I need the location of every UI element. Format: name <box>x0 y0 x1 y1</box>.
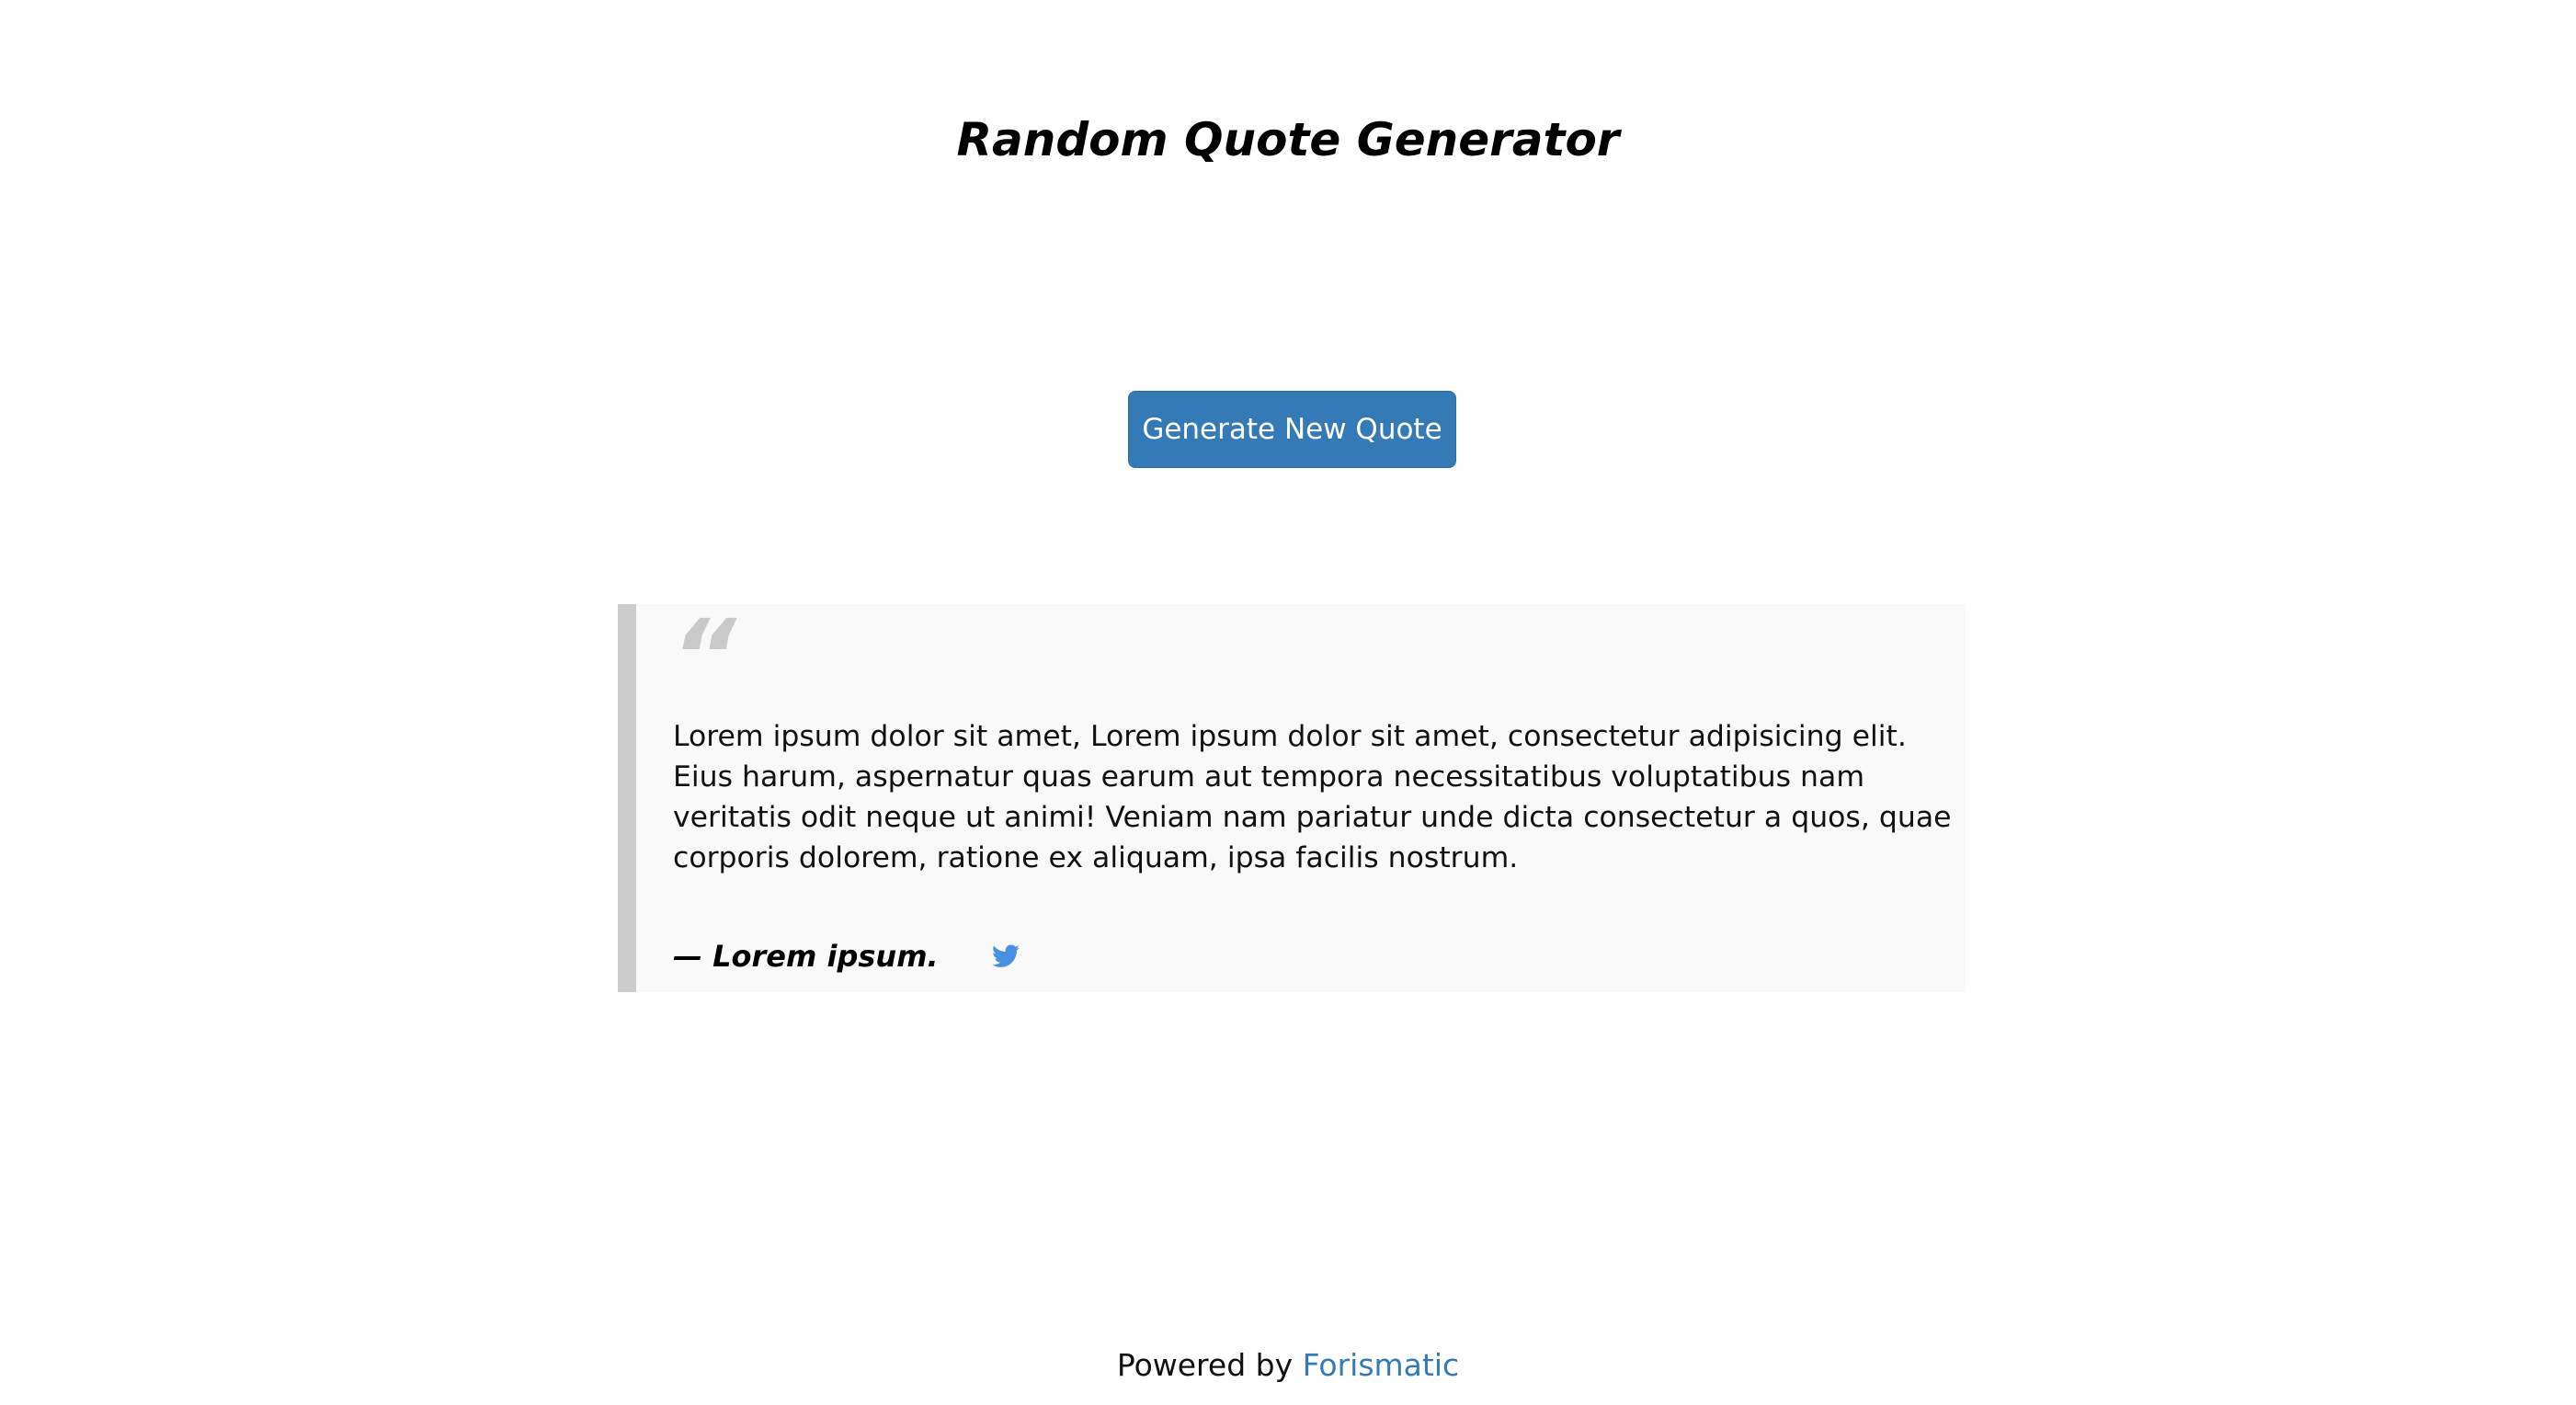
footer-prefix: Powered by <box>1116 1347 1303 1383</box>
tweet-quote-button[interactable] <box>992 944 1020 968</box>
page-title: Random Quote Generator <box>956 113 1620 166</box>
quote-text: Lorem ipsum dolor sit amet, Lorem ipsum dolor sit amet, consectetur adipisicing elit. Eius harum, aspernatur quas earum aut tempora necessitatibus voluptatibus nam veritatis odit neque ut animi! Veniam nam pariatur unde dicta consectetur a quos, quae corporis dolorem, ratione ex aliquam, ipsa facilis nostrum. <box>673 720 1952 874</box>
quote-blockquote <box>618 598 1966 992</box>
generate-new-quote-button[interactable]: Generate New Quote <box>1128 391 1456 468</box>
twitter-icon <box>992 944 1020 968</box>
quote-mark-icon: “ <box>671 598 736 715</box>
forismatic-link[interactable]: Forismatic <box>1302 1347 1460 1383</box>
quote-footer <box>673 933 1020 979</box>
quote-author: — Lorem ipsum. <box>673 939 939 974</box>
footer <box>0 1342 2576 1388</box>
